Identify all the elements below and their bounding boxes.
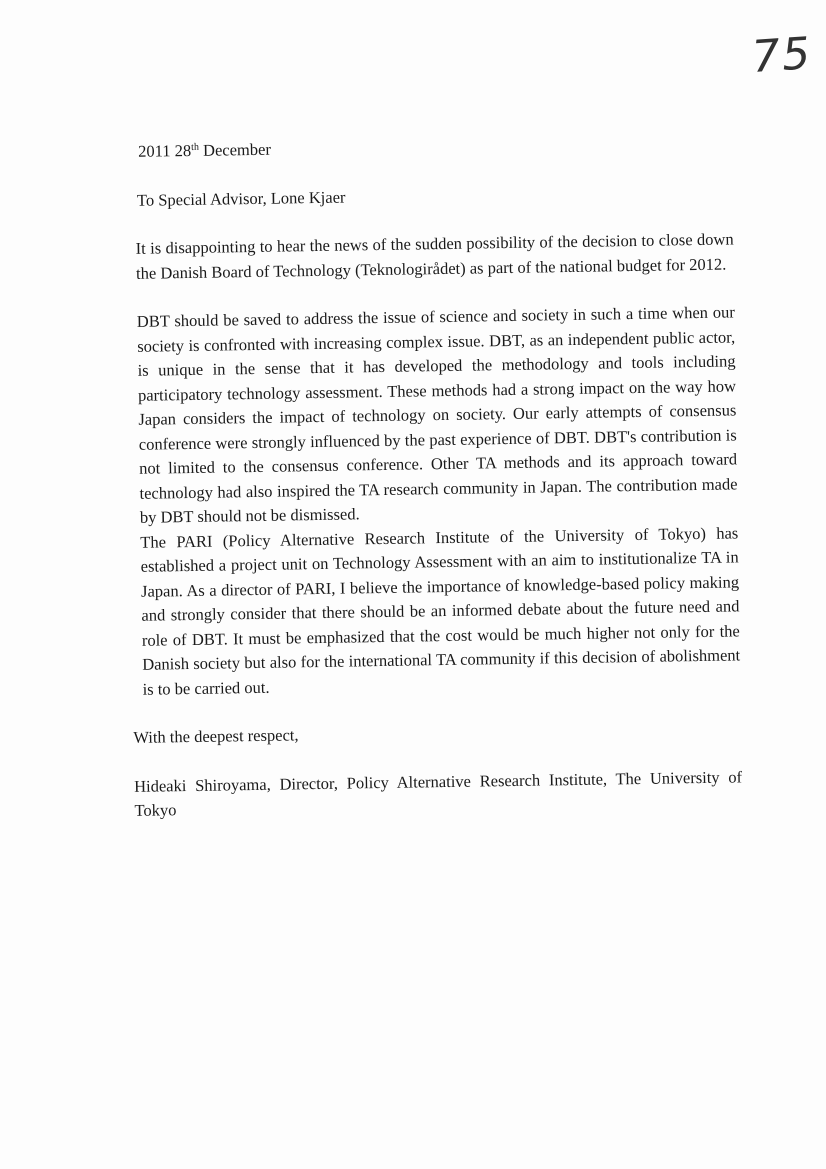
letter-salutation: To Special Advisor, Lone Kjaer <box>136 187 346 210</box>
paragraph-intro: It is disappointing to hear the news of the sudden possibility of the decision to close down the Danish Board of Technology (Teknologirådet) as part of the national budget for 2012. <box>135 229 734 283</box>
date-year-day: 2011 28 <box>138 140 192 161</box>
date-ordinal-suffix: th <box>191 141 200 153</box>
letter-date <box>138 130 732 164</box>
handwritten-page-number: 75 <box>750 27 814 84</box>
date-month: December <box>198 139 272 160</box>
letter-body <box>124 130 743 823</box>
paragraph-dbt-contribution: DBT should be saved to address the issue of science and society in such a time when our society is confronted with increasing complex issue. DBT, as an independent public actor, is unique in the sense that it has developed the methodology and tools including participatory technology assessment. These methods had a strong impact on the way how Japan considers the impact of technology on society. Our early attempts of consensus conference were strongly influenced by the past experience of DBT. DBT's contribution is not limited to the consensus conference. Other TA methods and its approach toward technology had also inspired the TA research community in Japan. The contribution made by DBT should not be dismissed. <box>136 302 738 527</box>
letter-closing: With the deepest respect, <box>133 725 299 747</box>
paragraph-pari: The PARI (Policy Alternative Research Institute of the University of Tokyo) has established a project unit on Technology Assessment with an aim to institutionalize TA in Japan. As a director of PARI, I believe the importance of knowledge-based policy making and strongly consider that there should be an informed debate about the future need and role of DBT. It must be emphasized that the cost would be much higher not only for the Danish society but also for the international TA community if this decision of abolishment is to be carried out. <box>140 522 741 699</box>
letter-signature: Hideaki Shiroyama, Director, Policy Alternative Research Institute, The University of Tokyo <box>133 766 743 820</box>
